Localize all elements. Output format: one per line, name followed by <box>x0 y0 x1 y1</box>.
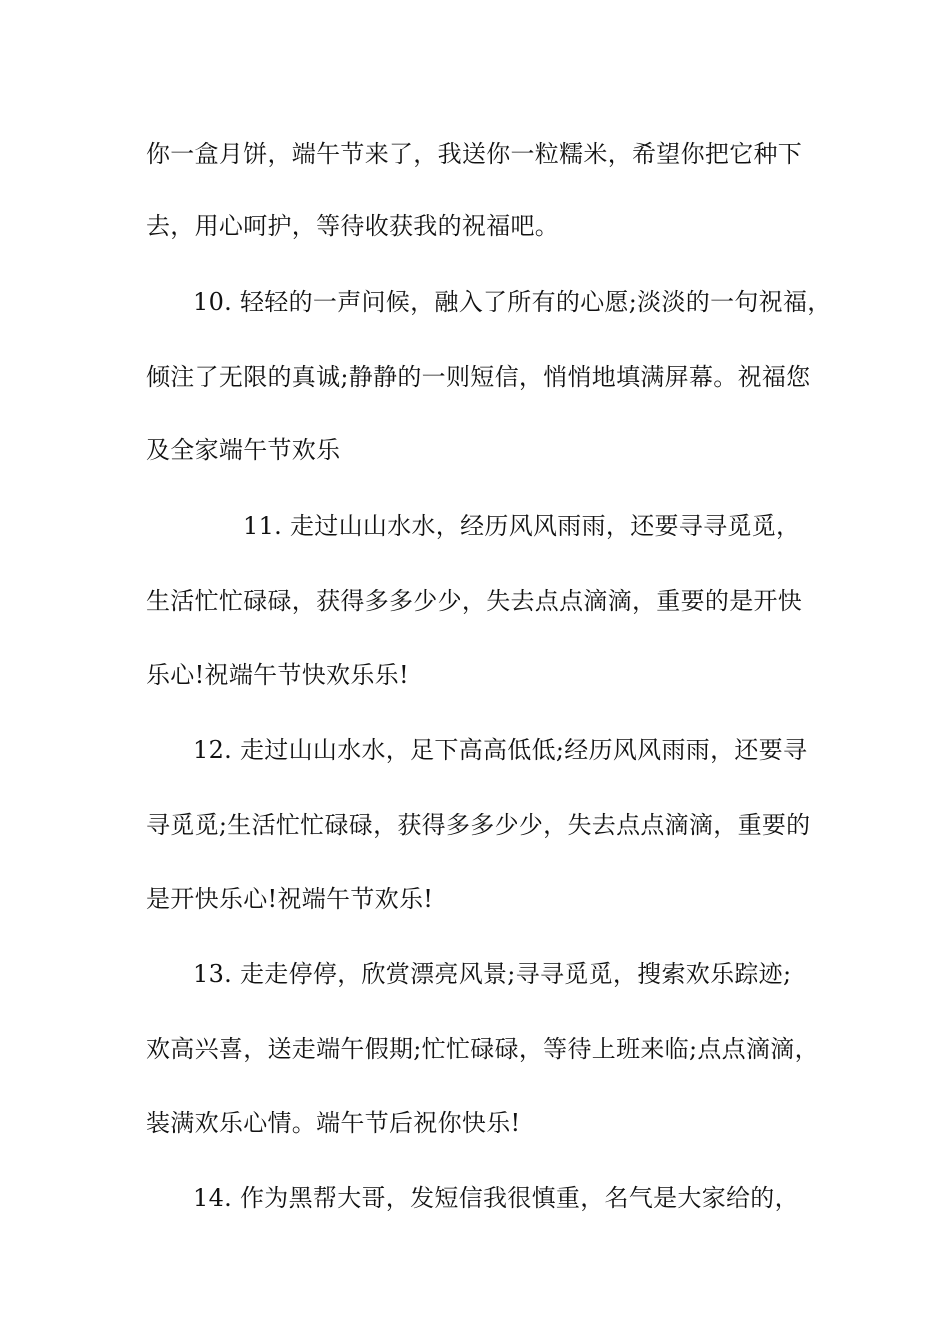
text-line: 去，用心呵护，等待收获我的祝福吧。 <box>146 212 560 240</box>
item-14-line: 14. 作为黑帮大哥，发短信我很慎重，名气是大家给的， <box>193 1184 799 1212</box>
text-line: 及全家端午节欢乐 <box>146 436 341 464</box>
text-line: 倾注了无限的真诚;静静的一则短信，悄悄地填满屏幕。祝福您 <box>146 363 811 391</box>
text-line: 生活忙忙碌碌，获得多多少少，失去点点滴滴，重要的是开快 <box>146 587 803 615</box>
text-line: 欢高兴喜，送走端午假期;忙忙碌碌，等待上班来临;点点滴滴， <box>146 1035 819 1063</box>
item-11-line: 11. 走过山山水水，经历风风雨雨，还要寻寻觅觅， <box>243 512 801 540</box>
item-10-line: 10. 轻轻的一声问候，融入了所有的心愿;淡淡的一句祝福， <box>193 288 832 316</box>
item-12-line: 12. 走过山山水水，足下高高低低;经历风风雨雨，还要寻 <box>193 736 808 764</box>
text-line: 你一盒月饼，端午节来了，我送你一粒糯米，希望你把它种下 <box>146 140 803 168</box>
text-line: 是开快乐心!祝端午节欢乐! <box>146 885 434 913</box>
item-13-line: 13. 走走停停，欣赏漂亮风景;寻寻觅觅，搜索欢乐踪迹; <box>193 960 792 988</box>
text-line: 寻觅觅;生活忙忙碌碌，获得多多少少，失去点点滴滴，重要的 <box>146 811 811 839</box>
text-line: 装满欢乐心情。端午节后祝你快乐! <box>146 1109 521 1137</box>
text-line: 乐心!祝端午节快欢乐乐! <box>146 661 409 689</box>
